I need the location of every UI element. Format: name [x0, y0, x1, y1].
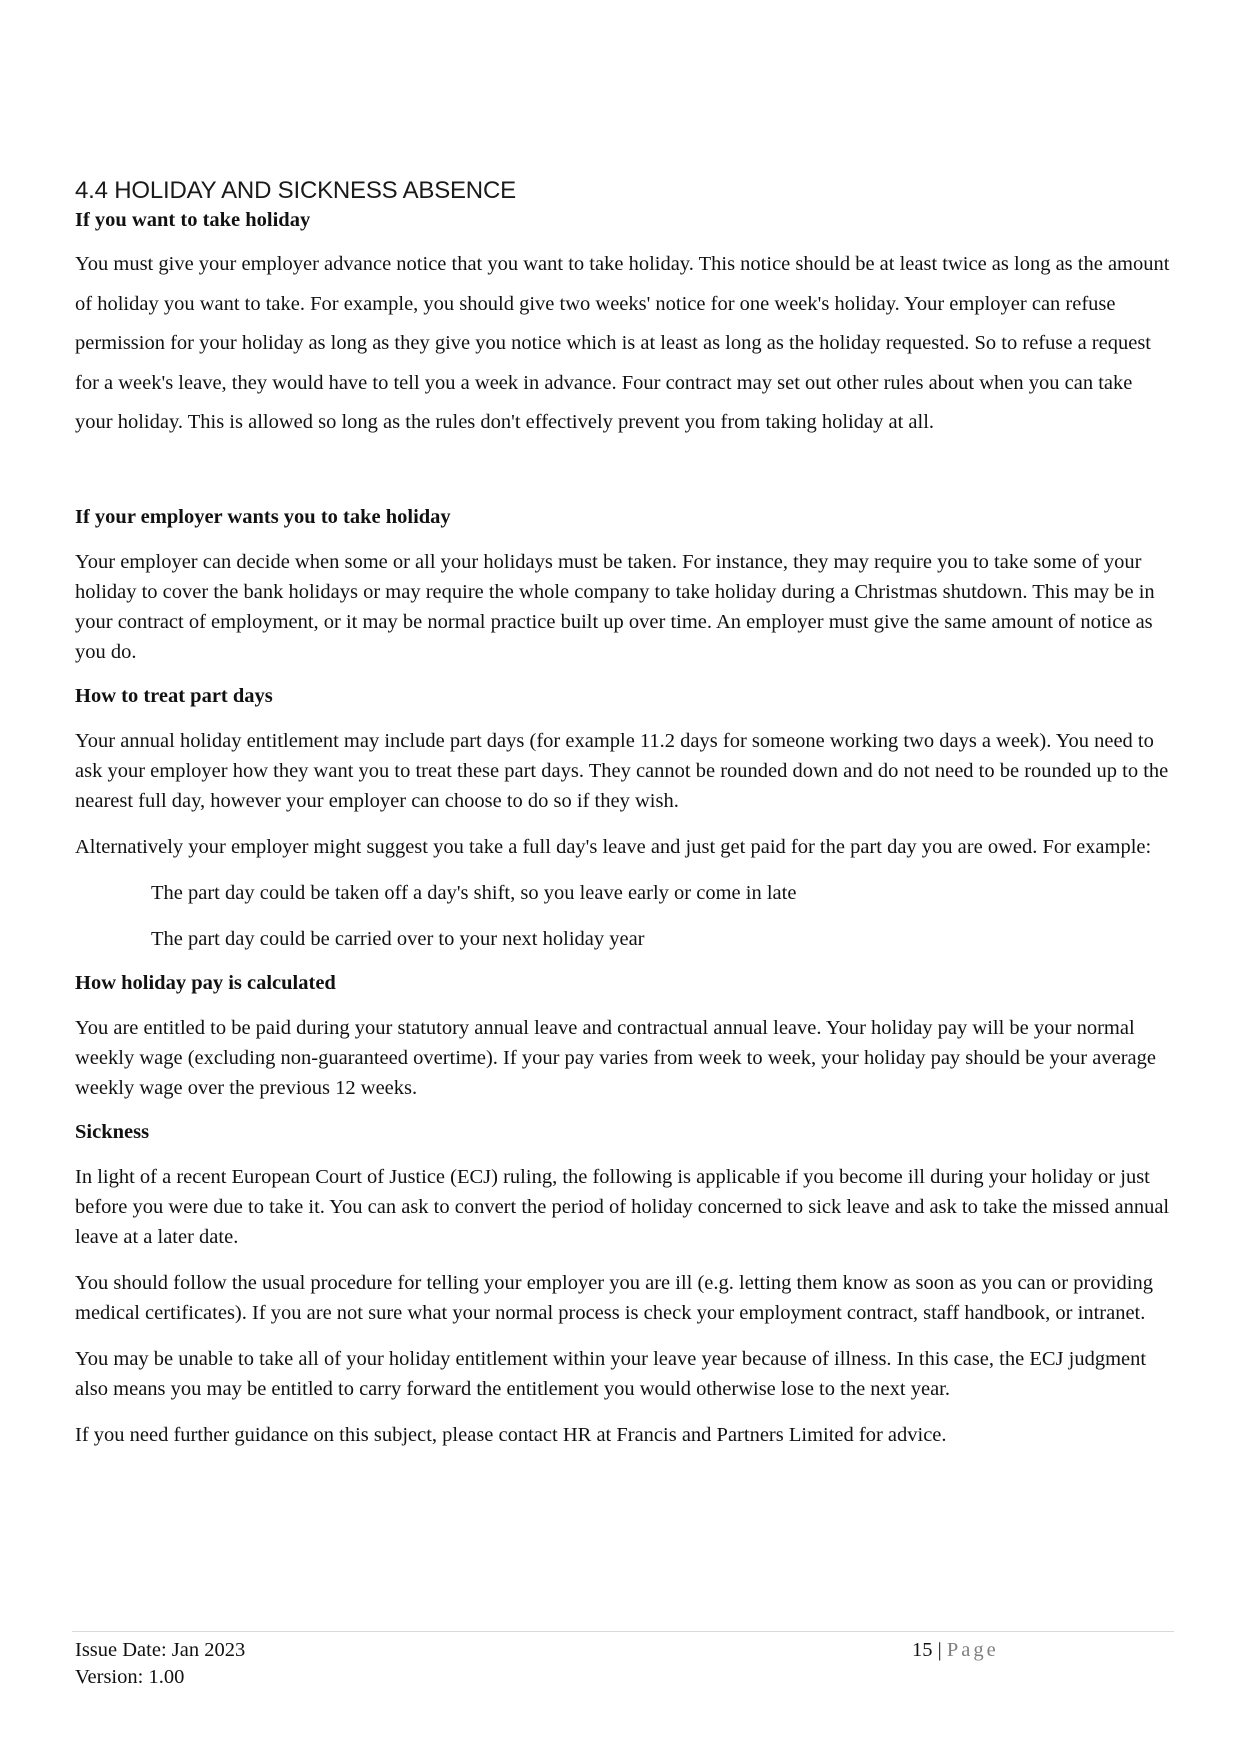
- part-days-paragraph-2: Alternatively your employer might suggest you take a full day's leave and just get paid for the part day you are owed. For example:: [75, 835, 1152, 858]
- page-number: 15: [912, 1639, 933, 1661]
- part-days-heading: How to treat part days: [75, 684, 273, 707]
- part-days-example-1: The part day could be taken off a day's shift, so you leave early or come in late: [151, 881, 797, 904]
- holiday-paragraph: You must give your employer advance notice that you want to take holiday. This notice should be at least twice as long as the amount of holiday you want to take. For example, you should give two weeks' notice for one week's holiday. Your employer can refuse permission for your holiday as long as they give you notice which is at least as long as the holiday requested. So to refuse a request for a week's leave, they would have to tell you a week in advance. Four contract may set out other rules about when you can take your holiday. This is allowed so long as the rules don't effectively prevent you from taking holiday at all.: [75, 253, 1170, 434]
- version: Version: 1.00: [75, 1666, 185, 1688]
- footer-document-info: [75, 1637, 245, 1691]
- footer-divider: [72, 1631, 1174, 1632]
- page-content: [75, 176, 1173, 1450]
- issue-date: Issue Date: Jan 2023: [75, 1639, 246, 1661]
- sickness-paragraph-1: In light of a recent European Court of Justice (ECJ) ruling, the following is applicable if you become ill during your holiday or just before you were due to take it. You can ask to convert the period of holiday concerned to sick leave and ask to take the missed annual leave at a later date.: [75, 1165, 1170, 1248]
- page-number-block: [912, 1637, 999, 1664]
- page-label: Page: [946, 1639, 999, 1661]
- pay-paragraph: You are entitled to be paid during your statutory annual leave and contractual annual leave. Your holiday pay will be your normal weekly wage (excluding non-guaranteed overtime). If your pay varies from week to week, your holiday pay should be your average weekly wage over the previous 12 weeks.: [75, 1016, 1156, 1099]
- sickness-heading: Sickness: [75, 1120, 150, 1143]
- sickness-paragraph-2: You should follow the usual procedure for telling your employer you are ill (e.g. letting them know as soon as you can or providing medical certificates). If you are not sure what your normal process is check your employment contract, staff handbook, or intranet.: [75, 1271, 1153, 1324]
- employer-heading: If your employer wants you to take holiday: [75, 505, 451, 528]
- sickness-paragraph-4: If you need further guidance on this subject, please contact HR at Francis and Partners Limited for advice.: [75, 1423, 947, 1446]
- pay-heading: How holiday pay is calculated: [75, 971, 336, 994]
- employer-paragraph: Your employer can decide when some or all your holidays must be taken. For instance, they may require you to take some of your holiday to cover the bank holidays or may require the whole company to take holiday during a Christmas shutdown. This may be in your contract of employment, or it may be normal practice built up over time. An employer must give the same amount of notice as you do.: [75, 550, 1155, 663]
- part-days-example-2: The part day could be carried over to your next holiday year: [151, 927, 645, 950]
- holiday-heading: If you want to take holiday: [75, 209, 311, 231]
- section-title: 4.4 HOLIDAY AND SICKNESS ABSENCE: [75, 177, 516, 204]
- part-days-paragraph-1: Your annual holiday entitlement may include part days (for example 11.2 days for someone working two days a week). You need to ask your employer how they want you to treat these part days. They cannot be rounded down and do not need to be rounded up to the nearest full day, however your employer can choose to do so if they wish.: [75, 729, 1169, 812]
- page-separator: |: [937, 1639, 942, 1661]
- sickness-paragraph-3: You may be unable to take all of your holiday entitlement within your leave year because of illness. In this case, the ECJ judgment also means you may be entitled to carry forward the entitlement you would otherwise lose to the next year.: [75, 1347, 1147, 1400]
